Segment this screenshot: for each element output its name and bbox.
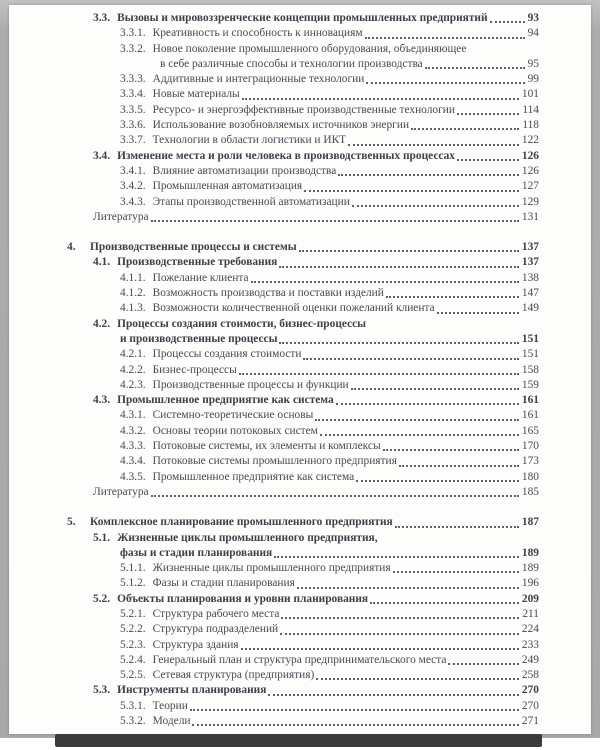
page-number: 196 [521, 577, 539, 590]
toc-row [67, 42, 539, 57]
entry-title: Промышленная автоматизация [152, 180, 303, 193]
page-number: 270 [521, 699, 539, 712]
toc-row [67, 424, 539, 439]
toc-row [67, 531, 539, 546]
entry-title: Сетевая структура (предприятия) [152, 669, 315, 682]
entry-number: 4.3.1. [120, 409, 146, 422]
entry-title: Производственные процессы и системы [90, 241, 297, 254]
entry-number: 3.3.2. [120, 42, 146, 55]
toc-row [67, 515, 539, 530]
page-number: 189 [521, 562, 539, 575]
entry-title: Влияние автоматизации производства [152, 164, 337, 177]
entry-number: 4.2. [93, 317, 111, 330]
dot-leader [320, 434, 519, 436]
entry-number: 5.3. [93, 684, 111, 697]
toc-row [67, 561, 539, 576]
entry-title: Этапы производственной автоматизации [152, 195, 350, 208]
toc-row [67, 210, 539, 225]
entry-title: и производственные процессы [120, 332, 278, 345]
toc-row [67, 653, 539, 668]
entry-number: 5.3.2. [120, 715, 146, 728]
dot-leader [370, 602, 519, 604]
entry-number: 3.3.6. [120, 119, 146, 132]
page-number: 224 [521, 623, 539, 636]
page-number: 161 [521, 394, 539, 407]
entry-title: Потоковые системы, их элементы и комплексы [152, 440, 381, 453]
entry-title: Потоковые системы промышленного предприятия [152, 455, 397, 468]
entry-number: 4.2.3. [120, 378, 146, 391]
toc-row [67, 439, 539, 454]
toc-row [67, 714, 539, 729]
entry-title: Возможности количественной оценки пожеланий клиента [152, 302, 435, 315]
entry-title: Структура подразделений [152, 623, 279, 636]
entry-number: 4.1.3. [120, 302, 146, 315]
entry-number: 4.2.2. [120, 363, 146, 376]
page-number: 233 [521, 638, 539, 651]
entry-number: 4.1.2. [120, 287, 146, 300]
dot-leader [303, 358, 518, 360]
dot-leader [425, 67, 525, 69]
toc-row [67, 255, 539, 270]
toc-row [67, 408, 539, 423]
page-number: 131 [521, 210, 539, 223]
entry-number: 5.2.3. [120, 638, 146, 651]
toc-row [67, 576, 539, 591]
entry-number: 5.2.1. [120, 607, 146, 620]
toc-row [67, 11, 539, 26]
entry-title: Креативность и способность к инновациям [152, 27, 363, 40]
dot-leader [365, 37, 525, 39]
entry-title: Литература [93, 485, 149, 498]
page-number: 126 [521, 164, 539, 177]
toc-row [67, 638, 539, 653]
page-number: 94 [527, 27, 539, 40]
dot-leader [241, 648, 519, 650]
entry-number: 3.3.5. [120, 103, 146, 116]
entry-number: 3.3.3. [120, 73, 146, 86]
toc-row [67, 363, 539, 378]
toc-row [67, 683, 539, 698]
entry-title: Производственные требования [117, 256, 278, 269]
page-number: 147 [521, 287, 539, 300]
dot-leader [151, 220, 519, 222]
dot-leader [281, 617, 519, 619]
page-number: 161 [521, 409, 539, 422]
page-sheet [9, 5, 591, 734]
entry-title: Системно-теоретические основы [152, 409, 314, 422]
dot-leader [192, 724, 518, 726]
dot-leader [268, 694, 518, 696]
entry-title: Жизненные циклы промышленного предприятия, [117, 531, 378, 544]
toc-row [67, 546, 539, 561]
entry-number: 4.3. [93, 394, 111, 407]
entry-title: Теории [152, 699, 188, 712]
page-number: 149 [521, 302, 539, 315]
entry-number: 5.2.5. [120, 669, 146, 682]
dot-leader [395, 526, 519, 528]
entry-number: 4.3.5. [120, 470, 146, 483]
page-number: 114 [522, 103, 539, 116]
dot-leader [383, 449, 519, 451]
entry-title: Промышленное предприятие как система [152, 470, 355, 483]
dot-leader [151, 495, 519, 497]
toc-row [67, 301, 539, 316]
dot-leader [279, 342, 518, 344]
toc-row [67, 332, 539, 347]
entry-number: 4.3.2. [120, 424, 146, 437]
dot-leader [251, 281, 519, 283]
entry-number: 3.4.3. [120, 195, 146, 208]
dot-leader [239, 373, 519, 375]
dot-leader [336, 403, 519, 405]
dot-leader [338, 174, 519, 176]
toc-row [67, 592, 539, 607]
entry-number: 5. [67, 516, 76, 529]
page-number: 159 [521, 378, 539, 391]
dot-leader [393, 571, 519, 573]
entry-number: 3.4.1. [120, 164, 146, 177]
entry-title: Комплексное планирование промышленного предприятия [90, 516, 393, 529]
page-number: 137 [521, 256, 539, 269]
dot-leader [366, 82, 524, 84]
entry-title: Инструменты планирования [117, 684, 267, 697]
dot-leader [356, 480, 519, 482]
dot-leader [399, 465, 519, 467]
dot-leader [279, 266, 519, 268]
entry-number: 3.4.2. [120, 180, 146, 193]
entry-number: 4.1. [93, 256, 111, 269]
page-number: 185 [521, 485, 539, 498]
entry-number: 4.3.3. [120, 440, 146, 453]
dot-leader [437, 312, 519, 314]
page-number: 173 [521, 455, 539, 468]
entry-number: 3.3.7. [120, 134, 146, 147]
dot-leader [490, 21, 525, 23]
entry-title: Структура рабочего места [152, 607, 280, 620]
entry-title: Новое поколение промышленного оборудования, объединяющее [152, 42, 467, 55]
entry-title: Процессы создания стоимости, бизнес-процессы [117, 317, 367, 330]
entry-title: Производственные процессы и функции [152, 378, 349, 391]
entry-number: 3.3.4. [120, 88, 146, 101]
entry-number: 4. [67, 241, 76, 254]
page-number: 127 [521, 180, 539, 193]
page-number: 95 [527, 57, 539, 70]
page-number: 158 [521, 363, 539, 376]
dot-leader [242, 98, 519, 100]
toc-row [67, 87, 539, 102]
toc-row [67, 164, 539, 179]
entry-title: Возможность производства и поставки изделий [152, 287, 384, 300]
entry-title: Изменение места и роли человека в производственных процессах [117, 149, 455, 162]
entry-title: Вызовы и мировоззренческие концепции промышленных предприятий [117, 12, 488, 24]
toc-row [67, 133, 539, 148]
book-edge-shadow [55, 734, 542, 747]
dot-leader [304, 190, 519, 192]
toc-row [67, 622, 539, 637]
entry-title: Модели [152, 715, 191, 728]
dot-leader [352, 205, 519, 207]
toc-row [67, 240, 539, 255]
toc-row [67, 347, 539, 362]
entry-number: 5.1. [93, 531, 111, 544]
dot-leader [351, 388, 519, 390]
entry-number: 5.3.1. [120, 699, 146, 712]
toc-row [67, 179, 539, 194]
entry-number: 5.1.1. [120, 562, 146, 575]
toc-row [67, 57, 539, 72]
toc-row [67, 485, 539, 500]
entry-number: 5.2.2. [120, 623, 146, 636]
entry-title: Жизненные циклы промышленного предприятия [152, 562, 391, 575]
entry-number: 4.3.4. [120, 455, 146, 468]
dot-leader [457, 113, 519, 115]
page-number: 93 [527, 12, 539, 24]
toc-row [67, 470, 539, 485]
entry-title: Генеральный план и структура предпринимательского места [152, 653, 447, 666]
toc-row [67, 393, 539, 408]
toc-row [67, 317, 539, 332]
toc-row [67, 378, 539, 393]
page-number: 170 [521, 440, 539, 453]
dot-leader [280, 633, 519, 635]
entry-number: 5.2. [93, 592, 111, 605]
page-number: 151 [521, 348, 539, 361]
toc-row [67, 271, 539, 286]
page-number: 126 [521, 149, 539, 162]
entry-title: Бизнес-процессы [152, 363, 237, 376]
entry-title: Новые материалы [152, 88, 240, 101]
page-number: 209 [521, 592, 539, 605]
page-number: 151 [521, 332, 539, 345]
toc-row [67, 72, 539, 87]
toc-row [67, 668, 539, 683]
entry-title: Основы теории потоковых систем [152, 424, 318, 437]
page-number: 137 [521, 241, 539, 254]
toc-row [67, 286, 539, 301]
entry-number: 3.4. [93, 149, 111, 162]
toc-row [67, 26, 539, 41]
page-number: 258 [521, 669, 539, 682]
entry-title: Процессы создания стоимости [152, 348, 302, 361]
dot-leader [190, 709, 519, 711]
toc-row [67, 699, 539, 714]
entry-title: Структура здания [152, 638, 239, 651]
page-number: 270 [521, 684, 539, 697]
toc-row [67, 195, 539, 210]
entry-number: 3.3. [93, 12, 111, 24]
dot-leader [348, 144, 519, 146]
toc-list [67, 11, 539, 729]
toc-row [67, 454, 539, 469]
entry-title: Аддитивные и интеграционные технологии [152, 73, 365, 86]
page-number: 165 [521, 424, 539, 437]
entry-title: Промышленное предприятие как система [117, 394, 334, 407]
page-number: 101 [521, 88, 539, 101]
entry-title: Ресурсо- и энергоэффективные производственные технологии [152, 103, 455, 116]
entry-title: Технологии в области логистики и ИКТ [152, 134, 347, 147]
entry-title: Использование возобновляемых источников энергии [152, 119, 410, 132]
dot-leader [299, 250, 519, 252]
toc-row [67, 149, 539, 164]
entry-number: 5.2.4. [120, 653, 146, 666]
entry-title: Пожелание клиента [152, 271, 249, 284]
toc-row [67, 118, 539, 133]
dot-leader [457, 159, 519, 161]
entry-title: Литература [93, 210, 149, 223]
page-number: 138 [521, 271, 539, 284]
dot-leader [316, 678, 519, 680]
entry-number: 3.3.1. [120, 27, 146, 40]
toc-row [67, 607, 539, 622]
dot-leader [274, 556, 519, 558]
page-number: 187 [521, 516, 539, 529]
page-number: 129 [521, 195, 539, 208]
page-number: 211 [522, 607, 539, 620]
page-number: 189 [521, 546, 539, 559]
entry-title: в себе различные способы и технологии производства [160, 57, 423, 70]
dot-leader [448, 663, 518, 665]
page-number: 99 [527, 73, 539, 86]
entry-title: Объекты планирования и уровни планирования [117, 592, 369, 605]
page-number: 180 [521, 470, 539, 483]
page-number: 249 [521, 653, 539, 666]
dot-leader [315, 419, 519, 421]
dot-leader [297, 587, 519, 589]
entry-title: фазы и стадии планирования [120, 546, 273, 559]
page-number: 122 [521, 134, 539, 147]
page-number: 118 [522, 119, 539, 132]
toc-row [67, 103, 539, 118]
entry-number: 4.2.1. [120, 348, 146, 361]
entry-number: 4.1.1. [120, 271, 146, 284]
entry-number: 5.1.2. [120, 577, 146, 590]
dot-leader [386, 296, 519, 298]
dot-leader [411, 128, 519, 130]
page-number: 271 [521, 715, 539, 728]
entry-title: Фазы и стадии планирования [152, 577, 295, 590]
